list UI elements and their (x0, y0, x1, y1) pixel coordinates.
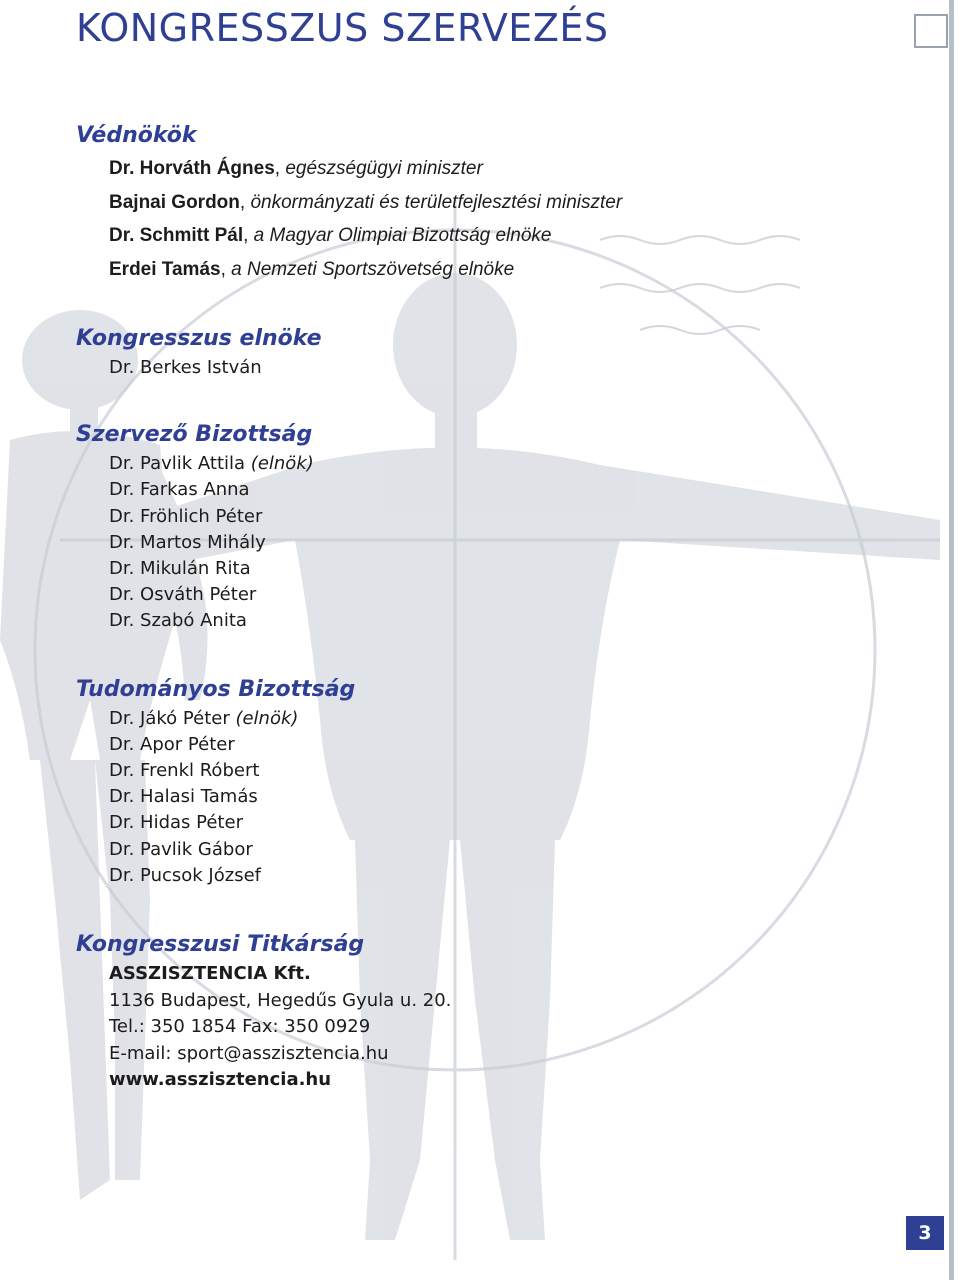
patron-item (109, 152, 916, 186)
member-item (109, 477, 916, 503)
member-item (109, 863, 916, 889)
member-name: Dr. Fröhlich Péter (109, 505, 263, 527)
patron-name: Bajnai Gordon (109, 191, 240, 213)
member-name: Dr. Jákó Péter (109, 707, 230, 729)
member-item (109, 837, 916, 863)
section-heading-patrons: Védnökök (76, 123, 197, 148)
member-name: Dr. Halasi Tamás (109, 786, 258, 808)
member-item (109, 706, 916, 732)
corner-square-marker (914, 14, 948, 48)
patron-role: egészségügyi miniszter (285, 158, 483, 179)
member-item (109, 732, 916, 758)
member-name: Dr. Osváth Péter (109, 584, 257, 606)
patron-item (109, 186, 916, 220)
patron-separator: , (220, 258, 232, 280)
section-scientific-committee (76, 674, 916, 889)
member-item (109, 504, 916, 530)
section-heading-secretariat: Kongresszusi Titkárság (76, 932, 365, 958)
member-item (109, 355, 916, 381)
right-edge-rule (949, 0, 954, 1280)
patron-separator: , (243, 225, 254, 246)
member-name: Dr. Pavlik Gábor (109, 838, 253, 860)
member-item (109, 758, 916, 784)
member-item (109, 608, 916, 634)
member-name: Dr. Farkas Anna (109, 479, 250, 501)
member-item (109, 784, 916, 810)
section-heading-president: Kongresszus elnöke (76, 326, 322, 351)
section-congress-president (76, 323, 916, 381)
member-item (109, 810, 916, 836)
patron-name: Erdei Tamás (109, 258, 221, 280)
member-item (109, 451, 916, 477)
member-note: (elnök) (245, 453, 314, 475)
organizing-list (76, 451, 916, 634)
patrons-list (76, 152, 916, 286)
patron-role: a Magyar Olimpiai Bizottság elnöke (253, 225, 552, 246)
member-name: Dr. Pavlik Attila (109, 453, 246, 475)
patron-role: önkormányzati és területfejlesztési miniszter (250, 191, 623, 213)
member-name: Dr. Berkes István (109, 357, 262, 378)
member-name: Dr. Szabó Anita (109, 610, 247, 632)
secretariat-details (76, 961, 916, 1094)
patron-name: Dr. Horváth Ágnes (109, 158, 275, 179)
patron-name: Dr. Schmitt Pál (109, 225, 244, 246)
member-name: Dr. Frenkl Róbert (109, 760, 260, 782)
secretariat-website: www.asszisztencia.hu (109, 1069, 332, 1091)
member-note: (elnök) (229, 707, 299, 729)
member-item (109, 582, 916, 608)
section-heading-scientific: Tudományos Bizottság (76, 676, 356, 702)
scientific-list (76, 706, 916, 889)
secretariat-address: 1136 Budapest, Hegedűs Gyula u. 20. (109, 989, 452, 1011)
member-name: Dr. Hidas Péter (109, 812, 243, 834)
secretariat-company: ASSZISZTENCIA Kft. (109, 963, 311, 985)
member-item (109, 556, 916, 582)
section-secretariat (76, 929, 916, 1094)
patron-separator: , (274, 158, 286, 179)
section-heading-organizing: Szervező Bizottság (76, 422, 313, 448)
patron-item (109, 219, 916, 253)
member-name: Dr. Mikulán Rita (109, 558, 251, 580)
patron-role: a Nemzeti Sportszövetség elnöke (231, 258, 515, 280)
patron-item (109, 253, 916, 287)
secretariat-phone-fax: Tel.: 350 1854 Fax: 350 0929 (109, 1016, 371, 1038)
page-number: 3 (906, 1216, 944, 1250)
member-name: Dr. Martos Mihály (109, 531, 266, 553)
content-column (76, 120, 916, 1094)
patron-separator: , (239, 191, 251, 213)
member-name: Dr. Pucsok József (109, 864, 261, 886)
section-patrons (76, 120, 916, 286)
section-organizing-committee (76, 419, 916, 634)
page-title: KONGRESSZUS SZERVEZÉS (76, 6, 609, 50)
member-item (109, 530, 916, 556)
secretariat-email: E-mail: sport@asszisztencia.hu (109, 1042, 389, 1064)
member-name: Dr. Apor Péter (109, 733, 235, 755)
president-list (76, 355, 916, 381)
